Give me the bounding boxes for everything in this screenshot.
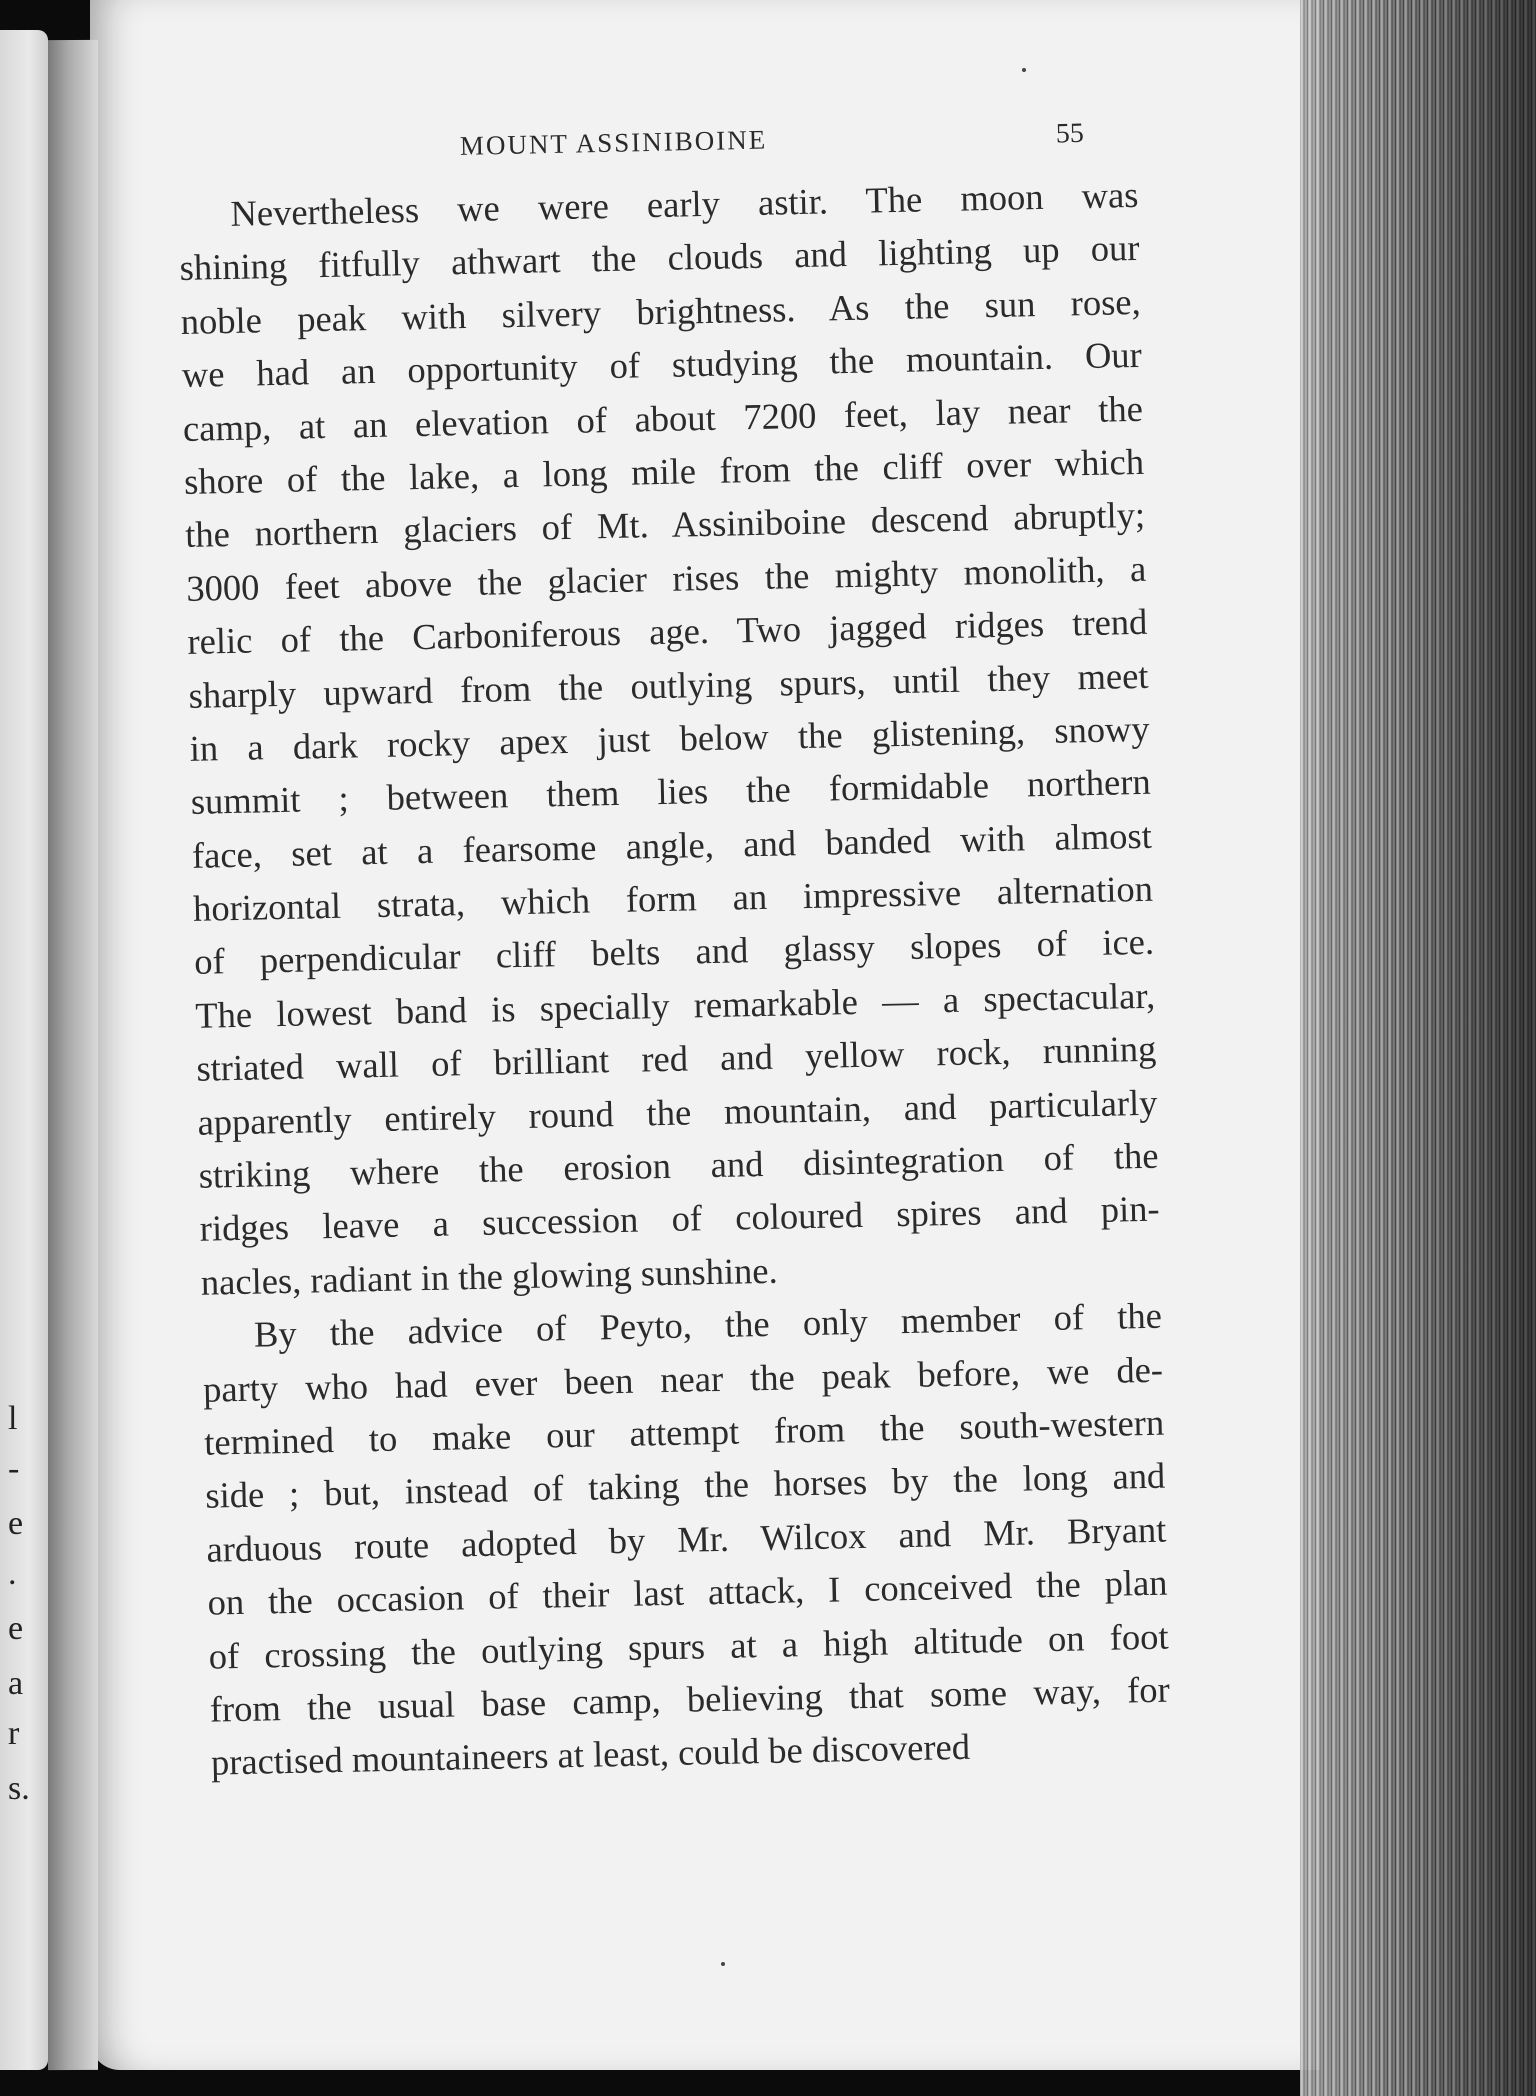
text-line: sharply upward from the outlying spurs, until they meet [188,654,1149,716]
page-number: 55 [1055,117,1085,150]
text-line: The lowest band is specially remarkable — a spectacular, [194,974,1156,1036]
facing-page-fragment: - [8,1450,20,1487]
facing-page-fragment: e [8,1505,24,1542]
text-line: nacles, radiant in the glowing sunshine. [200,1249,779,1303]
body-text [178,168,1171,1789]
text-line: from the usual base camp, believing that some way, for [209,1668,1171,1730]
text-line: in a dark rocky apex just below the glistening, snowy [189,707,1150,769]
dust-speck [1022,68,1026,72]
dust-speck [721,1962,725,1966]
page-gutter-shadow [48,40,98,2070]
facing-page-fragment: . [8,1555,17,1592]
text-line: 3000 feet above the glacier rises the mighty monolith, a [185,547,1147,609]
facing-page-fragment: e [8,1610,24,1647]
text-line: striated wall of brilliant red and yellow rock, running [196,1027,1157,1090]
text-line: By the advice of Peyto, the only member of the [253,1294,1163,1355]
text-line: horizontal strata, which form an impressive alternation [192,867,1154,929]
facing-page-fragment: s. [8,1770,30,1807]
facing-page-edge [0,30,48,2070]
text-line: of perpendicular cliff belts and glassy slopes of ice. [193,921,1155,983]
text-line: ridges leave a succession of coloured spires and pin- [199,1188,1161,1250]
text-line: side ; but, instead of taking the horses by the long and [204,1454,1166,1517]
text-line: face, set at a fearsome angle, and banded with almost [191,814,1153,876]
text-line: of crossing the outlying spurs at a high altitude on foot [208,1615,1169,1677]
text-line: striking where the erosion and disintegration of the [198,1134,1159,1196]
facing-page-fragment: r [8,1715,20,1752]
text-line: camp, at an elevation of about 7200 feet, lay near the [182,387,1144,449]
running-title: MOUNT ASSINIBOINE [459,124,768,161]
text-line: relic of the Carboniferous age. Two jagged ridges trend [187,600,1148,663]
facing-page-fragment: l [8,1400,18,1437]
text-line: shining fitfully athwart the clouds and lighting up our [179,227,1140,289]
text-line: we had an opportunity of studying the mountain. Our [181,334,1143,396]
text-line: noble peak with silvery brightness. As the sun rose, [180,280,1142,342]
text-line: arduous route adopted by Mr. Wilcox and Mr. Bryant [206,1508,1167,1570]
text-line: Nevertheless we were early astir. The moon was [230,173,1139,234]
page-stack-edge [1300,0,1536,2096]
text-line: the northern glaciers of Mt. Assiniboine descend abruptly; [184,494,1146,556]
facing-page-fragment: a [8,1665,24,1702]
text-line: summit ; between them lies the formidable northern [190,761,1152,823]
text-line: on the occasion of their last attack, I conceived the plan [207,1561,1168,1623]
text-line: practised mountaineers at least, could be discovered [210,1726,971,1783]
text-line: party who had ever been near the peak before, we de- [202,1348,1164,1410]
text-line: apparently entirely round the mountain, and particularly [197,1081,1158,1143]
text-line: termined to make our attempt from the south-western [203,1401,1165,1463]
text-line: shore of the lake, a long mile from the cliff over which [183,440,1145,502]
